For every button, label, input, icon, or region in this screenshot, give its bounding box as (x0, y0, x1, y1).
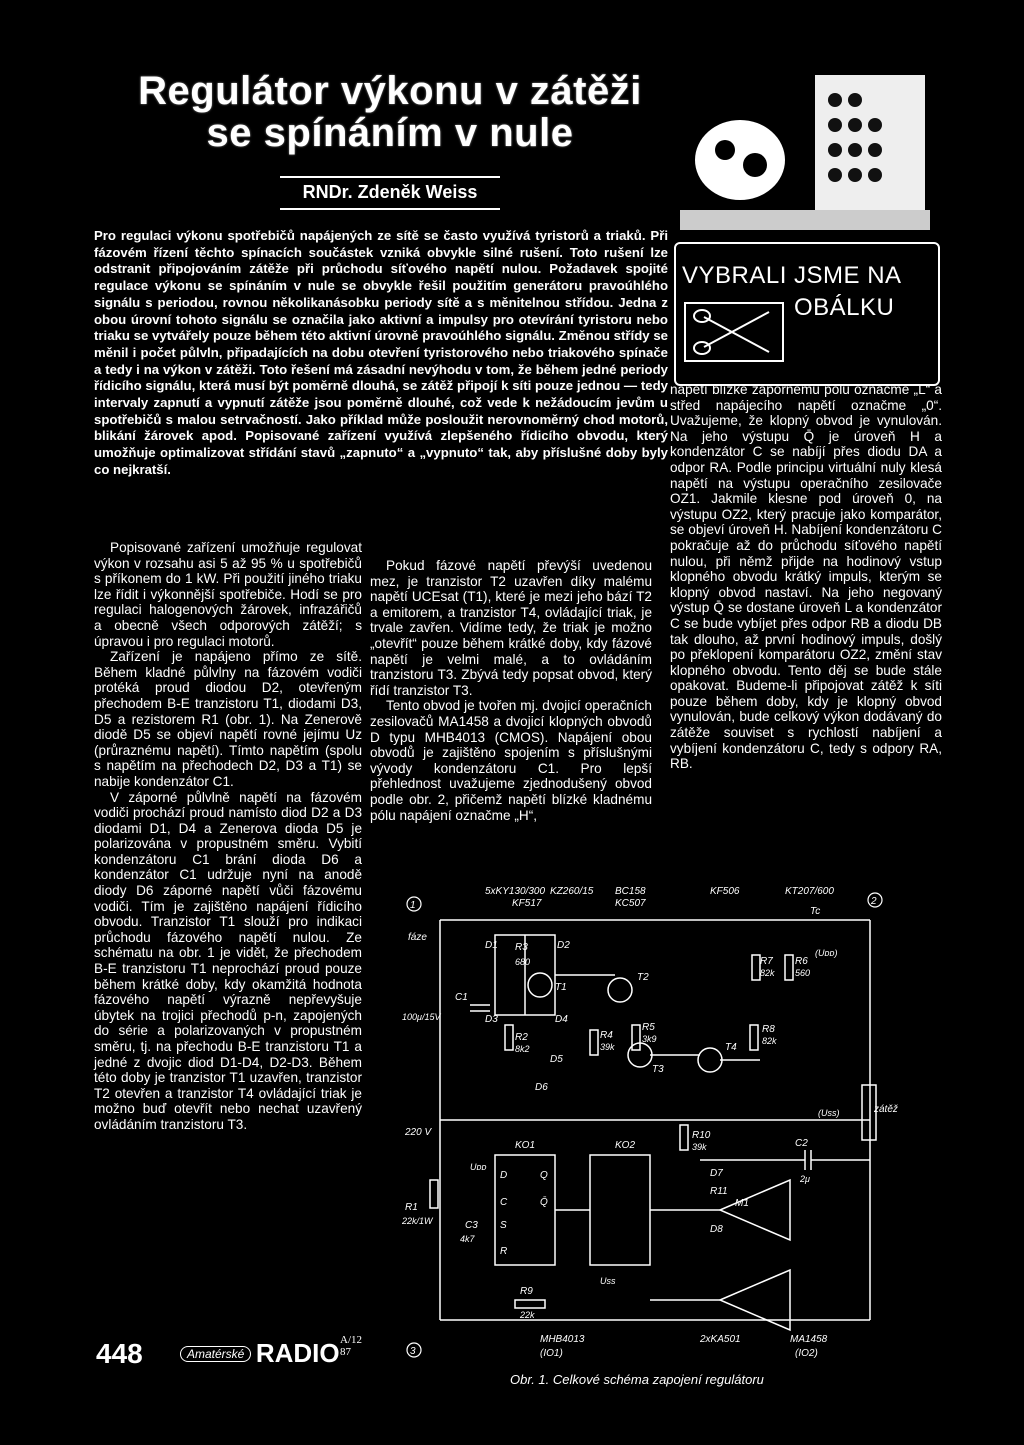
label-r1-value: 22k/1W (402, 1216, 433, 1226)
column-3 (670, 382, 942, 772)
label-udd-ko: Uᴅᴅ (470, 1162, 487, 1172)
label-tc: Tc (810, 906, 821, 917)
label-top-2: KZ260/15 (550, 886, 594, 897)
label-t2: T2 (637, 972, 649, 983)
label-t1: T1 (555, 982, 567, 993)
col2-paragraph-1: Pokud fázové napětí převýší uvedenou mez, je tranzistor T2 uzavřen díky malému napětí UCEsat (T1), které je mezi jeho bází T2 a emitorem, a tranzistor T4, ovládající triak, je trvale zavřen. Vidíme tedy, že triak je možno „otevřít“ pouze během krátké doby, kdy fázové napětí je velmi malé, a to ovládáním tranzistoru T3. Zbývá tedy popsat obvod, který řídí tranzistor T3. (370, 558, 652, 698)
author-rule-bottom (280, 208, 500, 210)
envelope-line-2: OBÁLKU (794, 294, 895, 321)
label-d3: D3 (485, 1014, 498, 1025)
label-ff-s: S (500, 1220, 507, 1231)
label-r9: R9 (520, 1286, 533, 1297)
col1-paragraph-1: Popisované zařízení umožňuje regulovat výkon v rozsahu asi 5 až 95 % u spotřebičů s příkonem do 1 kW. Při použití jiného triaku lze řídit i výkonnější spotřebiče. Hodí se pro regulaci halogenových žárovek, infrazářičů a obecně všech odporových zátěží; s úpravou i pro regulaci motorů. (94, 540, 362, 649)
label-d7: D7 (710, 1168, 723, 1179)
col2-paragraph-2: Tento obvod je tvořen mj. dvojicí operačních zesilovačů MA1458 a dvojicí klopných obvodů D typu MHB4013 (CMOS). Napájení obou obvodů je zajištěno spojením s příslušnými vývody kondenzátoru C1. Pro lepší přehlednost uvažujeme zjednodušený obvod podle obr. 2, přičemž napětí blízké kladnému pólu napájení označme „H“, (370, 698, 652, 823)
marker-3: 3 (410, 1346, 416, 1357)
column-2 (370, 558, 652, 823)
label-ko1: KO1 (515, 1140, 536, 1151)
title-line-1: Regulátor výkonu v zátěži (138, 69, 642, 113)
magazine-prefix: Amatérské (180, 1346, 251, 1362)
label-ff-c: C (500, 1197, 508, 1208)
label-r5: R5 (642, 1022, 655, 1033)
label-r11: R11 (710, 1186, 728, 1197)
marker-1: 1 (410, 900, 416, 911)
label-c1-value: 100μ/15V (402, 1012, 441, 1022)
circuit-schematic (400, 880, 900, 1359)
magazine-name: RADIO (255, 1338, 340, 1368)
label-d5: D5 (550, 1054, 563, 1065)
label-r8-value: 82k (762, 1036, 777, 1046)
label-ff-qbar: Q̄ (540, 1197, 548, 1208)
label-uss: (Uss) (818, 1108, 840, 1118)
col1-paragraph-2: Zařízení je napájeno přímo ze sítě. Během kladné půlvlny na fázovém vodiči protéká proud diodou D2, otevřeným přechodem B-E tranzistoru T1, diodami D3, D5 a rezistorem R1 (obr. 1). Na Zenerově diodě D5 se objeví napětí rovné jejímu Uz (průraznému napětí). Tímto napětím (spolu s napětím na přechodech D2, D3 a T1) se nabije kondenzátor C1. (94, 649, 362, 789)
label-r7: R7 (760, 956, 773, 967)
label-faze: fáze (408, 932, 427, 943)
label-top-6: KF506 (710, 886, 740, 897)
envelope-box (674, 242, 940, 386)
label-c3: C3 (465, 1220, 478, 1231)
label-top-1: 5xKY130/300 (485, 886, 546, 897)
label-ff-d: D (500, 1170, 508, 1181)
label-bottom-2: (IO1) (540, 1348, 563, 1359)
issue-top: A/12 (340, 1334, 362, 1346)
envelope-line-1: VYBRALI JSME NA (682, 262, 902, 289)
label-c2: C2 (795, 1138, 808, 1149)
label-udd: (Uᴅᴅ) (815, 948, 838, 958)
title-line-2: se spínáním v nule (206, 111, 574, 155)
label-top-3: BC158 (615, 886, 646, 897)
label-d4: D4 (555, 1014, 568, 1025)
scissors-icon (684, 302, 784, 362)
label-d2: D2 (557, 940, 570, 951)
label-bottom-3: 2xKA501 (700, 1334, 741, 1345)
label-c2-value: 2μ (800, 1174, 810, 1184)
label-r3: R3 (515, 942, 528, 953)
label-c3-value: 4k7 (460, 1234, 475, 1244)
label-r4: R4 (600, 1030, 613, 1041)
label-r10: R10 (692, 1130, 711, 1141)
label-680: 680 (515, 957, 531, 967)
label-ff-q: Q (540, 1170, 548, 1181)
label-r10-value: 39k (692, 1142, 707, 1152)
label-t4: T4 (725, 1042, 737, 1053)
label-c1: C1 (455, 992, 468, 1003)
page-number: 448 (96, 1338, 143, 1369)
label-uss-ko: Uss (600, 1276, 616, 1286)
issue-number (340, 1334, 362, 1358)
label-r6: R6 (795, 956, 808, 967)
label-ff-r: R (500, 1246, 508, 1257)
author-name: RNDr. Zdeněk Weiss (302, 182, 478, 202)
label-r6-value: 560 (795, 968, 811, 978)
author-rule-top (280, 176, 500, 178)
label-220v: 220 V (405, 1127, 432, 1138)
marker-2: 2 (871, 896, 877, 907)
label-r7-value: 82k (760, 968, 775, 978)
label-ko2: KO2 (615, 1140, 636, 1151)
device-photo (680, 70, 930, 230)
label-r2: R2 (515, 1032, 528, 1043)
label-r2-value: 8k2 (515, 1044, 530, 1054)
label-m1: M1 (735, 1198, 749, 1209)
column-1 (94, 540, 362, 1133)
issue-bottom: 87 (340, 1346, 351, 1358)
article-title (110, 70, 670, 170)
label-bottom-1: MHB4013 (540, 1334, 585, 1345)
label-zatez: zátěž (874, 1104, 898, 1115)
label-d6: D6 (535, 1082, 548, 1093)
label-d1: D1 (485, 940, 498, 951)
label-r1: R1 (405, 1202, 418, 1213)
label-r5-value: 3k9 (642, 1034, 657, 1044)
label-top-4: KF517 (512, 898, 542, 909)
lead-paragraph: Pro regulaci výkonu spotřebičů napájených ze sítě se často využívá tyristorů a triaků. Při fázovém řízení těchto spínacích součástek vzniká obvykle silné rušení. Toto rušení lze odstranit připojováním zátěže při průchodu síťového napětí nulou. Požadavek spojité regulace výkonu se spínáním v nule se obvykle řešil použitím generátoru pravoúhlého signálu s periodou, rovnou několikanásobku periody sítě a s měnitelnou střídou. Jedna z obou úrovní tohoto signálu se označila jako aktivní a impulsy pro otevírání tyristoru nebo triaku se vytvářely pouze během této aktivní úrovně pravoúhlého signálu. Změnou střídy se měnil i počet půlvln, připadajících na dobu otevření tyristorového nebo triakového spínače a tedy i na výkon v zátěži. Toto řešení má zásadní nevýhodu v tom, že během jedné periody řídicího signálu, která musí být poměrně dlouhá, se zátěž připojí k síti pouze jednou — tedy intervaly zapnutí a vypnutí zátěže jsou poměrně dlouhé, což vede k nežádoucím jevům u spotřebičů s malou setrvačností. Jako příklad může posloužit nerovnoměrný chod motorů, blikání žárovek apod. Popisované zařízení využívá zlepšeného řídicího obvodu, který umožňuje optimalizovat střídání stavů „zapnuto“ a „vypnuto“ tak, aby příslušné doby byly co nejkratší. (94, 228, 668, 477)
figure-caption: Obr. 1. Celkové schéma zapojení regulátoru (510, 1372, 764, 1387)
label-d8: D8 (710, 1224, 723, 1235)
label-r8: R8 (762, 1024, 775, 1035)
label-bottom-4: MA1458 (790, 1334, 828, 1345)
label-r4-value: 39k (600, 1042, 615, 1052)
col3-paragraph-1: napětí blízké zápornému pólu označme „L“ a střed napájecího napětí označme „0“. Uvažujeme, že klopný obvod je vynulován. Na jeho výstupu Q̄ je úroveň H a kondenzátor C se nabíjí přes diodu DA a odpor RA. Podle principu virtuální nuly klesá napětí na výstupu operačního zesilovače OZ1. Jakmile klesne pod úroveň 0, na výstupu OZ2, který pracuje jako komparátor, se objeví úroveň H. Nabíjení kondenzátoru C pokračuje až do průchodu síťového napětí nulou, při němž přijde na hodinový vstup klopného obvodu krátký impuls, kterým se klopný obvod nastaví. Na jeho negovaný výstup Q̄ se dostane úroveň L a kondenzátor C se bude vybíjet přes odpor RB a diodu DB tak dlouho, až první hodinový impuls, došlý po překlopení komparátoru OZ2, změní stav klopného obvodu. Tento děj se bude stále opakovat. Budeme-li připojovat zátěž k síti pouze během doby, kdy je klopný obvod vynulován, bude celkový výkon dodávaný do zátěže souviset s rychlostí nabíjení a vybíjení kondenzátoru C, tedy s odpory RA, RB. (670, 382, 942, 772)
label-top-7: KT207/600 (785, 886, 834, 897)
col1-paragraph-3: V záporné půlvlně napětí na fázovém vodiči prochází proud namísto diod D2 a D3 diodami D1, D4 a Zenerova dioda D5 je polarizována v propustném směru. Vybití kondenzátoru C1 brání dioda D6 a kondenzátor C1 udržuje nyní na anodě diody D6 záporné napětí vůči fázovému vodiči. Tím je zajištěno napájení řídicího obvodu. Tranzistor T1 slouží pro indikaci průchodu fázového napětí nulou. Ze schématu na obr. 1 je vidět, že přechodem B-E tranzistoru T1 neprochází proud pouze během krátké doby, kdy okamžitá hodnota fázového napětí výrazně nepřevyšuje úbytek na trojici přechodů p-n, zapojených do série a polarizovaných v propustném směru, tj. na přechodu B-E tranzistoru T1 a jedné z dvojic diod D1-D4, D2-D3. Během této doby je tranzistor T1 uzavřen, tranzistor T2 otevřen a tranzistor T4 ovládající triak je možno buď otevřít nebo nechat uzavřený ovládáním tranzistoru T3. (94, 789, 362, 1132)
label-top-5: KC507 (615, 898, 646, 909)
label-bottom-5: (IO2) (795, 1348, 818, 1359)
label-r9-value: 22k (520, 1310, 535, 1320)
label-t3: T3 (652, 1064, 664, 1075)
